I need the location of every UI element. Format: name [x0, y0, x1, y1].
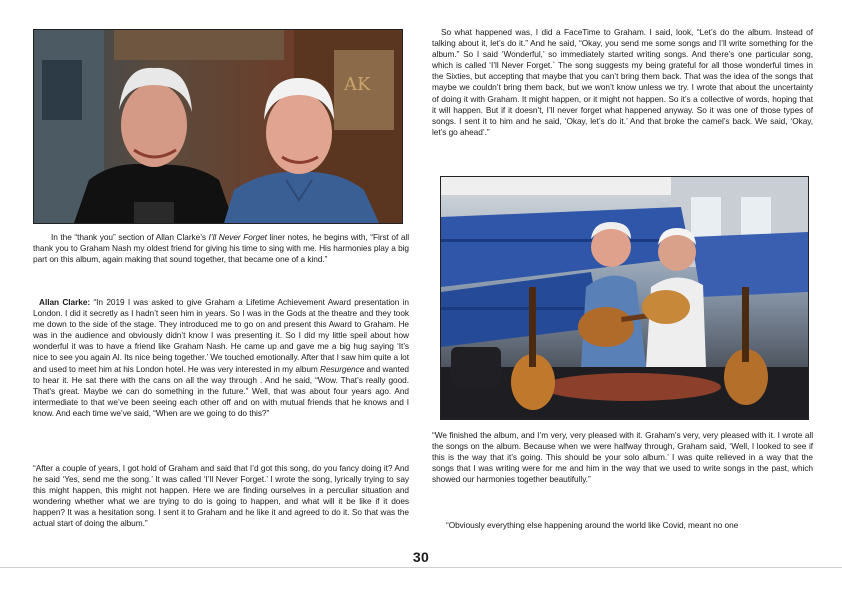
album-resurgence-text: Resurgence	[320, 363, 365, 374]
facetime-text: So what happened was, I did a FaceTime to Graham. I said, look, “Let’s do the album. Instead of talking about it, let’s do it.” And he said, “Okay, you send me some songs and I’ll write something for the album.” So I said ‘Wonderful,’ so immediately started writing songs. And there’s one particular song, which is called ‘I’ll Never Forget.` The song suggests my being grateful for all those wonderful times in the Sixties, but accepting that maybe that you can’t bring them back. That was the idea of the songs that maybe we couldn’t bring them back, but we won’t know unless we try. I wrote that about the uncertainty of doing it with Graham. It might happen, or it might not happen. So it’s a collective of words, hoping that it will happen. But if it doesn’t, I’ll never forget what happened anyway. So it was one of those types of songs. I sent it to him and he said, ‘Okay, let’s do it.’ And that broke the camel’s back. We said, ‘Okay, let’s go ahead’.”	[432, 27, 813, 137]
lifetime-award-paragraph	[33, 297, 409, 419]
street-photo-illustration	[34, 30, 402, 223]
thank-you-paragraph	[33, 232, 409, 265]
p3-text: “After a couple of years, I got hold of Graham and said that I’d got this song, do you fancy doing it? And he said ‘Yes, send me the song.’ It was called ‘I’ll Never Forget.’ I wrote the song, lyrically trying to say this might happen, this might not happen. Here we are finding ourselves in a perculiar situation and wondering whether what we are trying to do is going to happen, and what will it be like if it does happen? It was a hesitation song. I sent it to Graham and he like it and agreed to do it. So that was the actual start of doing the album.”	[33, 463, 409, 529]
footer-rule	[0, 567, 842, 568]
p1-lead-text: In the “thank you” section of Allan Clarke’s	[51, 232, 209, 242]
photo-graham-and-allan	[33, 29, 403, 224]
covid-paragraph	[432, 520, 813, 531]
covid-text: “Obviously everything else happening around the world like Covid, meant no one	[446, 520, 739, 530]
page-number: 30	[412, 549, 430, 565]
svg-text:AK: AK	[344, 74, 371, 95]
facetime-paragraph	[432, 27, 813, 138]
theatre-photo-illustration	[441, 177, 808, 419]
finished-album-text: “We finished the album, and I’m very, very pleased with it. Graham’s very, very pleased with it. I wrote all the songs on the album. Because when we were halfway through, Graham said, ‘Well, I looked to see if this is the way that it’s going. This should be your solo album.’ I was quite relieved in a way that the songs that I was writing were for me and him in the way that we used to write songs in the past, which showed our harmonies together beautifully.”	[432, 430, 813, 485]
album-title-text: I’ll Never Forget	[208, 232, 267, 242]
p2-text-part2: and wanted to hear it. He sat there with the cans on all the way through . And he said, “Wow. That’s really good. That’s great. Maybe we can do something in the future.” Well, that was about four years ago. And intermediate to that we’ve been seeing each other off and on with mutual friends that he knows and I know. And each time we’ve said, “When are we going to do this?”	[33, 363, 409, 418]
speaker-label: Allan Clarke:	[39, 297, 91, 307]
hesitation-song-paragraph	[33, 463, 409, 530]
photo-theatre-guitars	[440, 176, 809, 420]
finished-album-paragraph	[432, 430, 813, 485]
p2-text-part1: “In 2019 I was asked to give Graham a Lifetime Achievement Award presentation in London. I did it secretly as I hadn’t seen him in years. So I was in the Gods at the theatre and they took me down to the side of the stage. They introduced me to go on and present this Award to Graham. He was in the audience and obviously didn’t know I was presenting it. So I did my little speil about how wonderful it was to have a friend like Graham Nash. He came up and gave me a big hug saying ‘It’s nice to see you again Al. Its nice being together.’ We touched emotionally. After that I saw him quite a lot and used to meet him at his London hotel. He was very interested in my album	[33, 297, 409, 374]
p1-rest-text: liner notes, he begins with, “First of all thank you to Graham Nash my oldest friend for giving his time to sing with me. His harmonies play a big part on this album, again making that sound together, that became one of a kind.”	[33, 232, 409, 265]
